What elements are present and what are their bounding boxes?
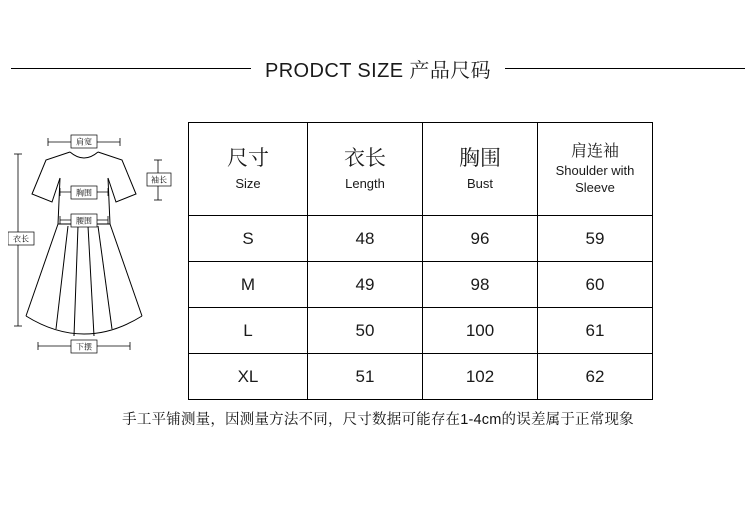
column-header-size-cn: 尺寸 xyxy=(227,147,269,171)
cell-size: S xyxy=(189,216,308,262)
column-header-bust-en: Bust xyxy=(466,175,493,191)
size-table xyxy=(188,122,653,400)
cell-length: 50 xyxy=(308,308,423,354)
column-header-size-en: Size xyxy=(235,175,261,191)
diagram-label-sleeve: 袖长 xyxy=(151,175,167,185)
table-header-row xyxy=(189,123,653,216)
cell-shoulder: 60 xyxy=(538,262,653,308)
header-rule-right xyxy=(505,68,745,69)
table-row xyxy=(189,216,653,262)
cell-size: L xyxy=(189,308,308,354)
diagram-label-bust: 胸围 xyxy=(76,188,92,198)
dress-measurement-diagram xyxy=(8,120,198,380)
diagram-label-shoulder: 肩宽 xyxy=(76,137,92,147)
cell-shoulder: 61 xyxy=(538,308,653,354)
cell-size: XL xyxy=(189,354,308,400)
cell-shoulder: 59 xyxy=(538,216,653,262)
cell-length: 48 xyxy=(308,216,423,262)
page-header xyxy=(0,48,756,88)
column-header-shoulder xyxy=(538,123,653,216)
cell-size: M xyxy=(189,262,308,308)
table-row xyxy=(189,308,653,354)
column-header-bust-cn: 胸围 xyxy=(459,147,501,171)
cell-bust: 96 xyxy=(423,216,538,262)
cell-shoulder: 62 xyxy=(538,354,653,400)
table-row xyxy=(189,354,653,400)
diagram-label-waist: 腰围 xyxy=(76,216,92,226)
cell-bust: 102 xyxy=(423,354,538,400)
table-row xyxy=(189,262,653,308)
page-title: PRODCT SIZE 产品尺码 xyxy=(264,59,492,82)
diagram-label-length: 衣长 xyxy=(13,234,29,244)
column-header-shoulder-en: Shoulder with Sleeve xyxy=(555,163,635,195)
cell-bust: 100 xyxy=(423,308,538,354)
size-table-header xyxy=(189,123,653,216)
cell-length: 51 xyxy=(308,354,423,400)
column-header-shoulder-cn: 肩连袖 xyxy=(570,143,619,161)
header-rule-left xyxy=(11,68,251,69)
column-header-length-cn: 衣长 xyxy=(344,147,386,171)
diagram-label-hem: 下摆 xyxy=(76,342,92,352)
column-header-bust xyxy=(423,123,538,216)
cell-bust: 98 xyxy=(423,262,538,308)
column-header-length xyxy=(308,123,423,216)
measurement-disclaimer: 手工平铺测量，因测量方法不同，尺寸数据可能存在1-4cm的误差属于正常现象 xyxy=(122,412,634,428)
size-table-body xyxy=(189,216,653,400)
column-header-size xyxy=(189,123,308,216)
column-header-length-en: Length xyxy=(345,175,385,191)
cell-length: 49 xyxy=(308,262,423,308)
